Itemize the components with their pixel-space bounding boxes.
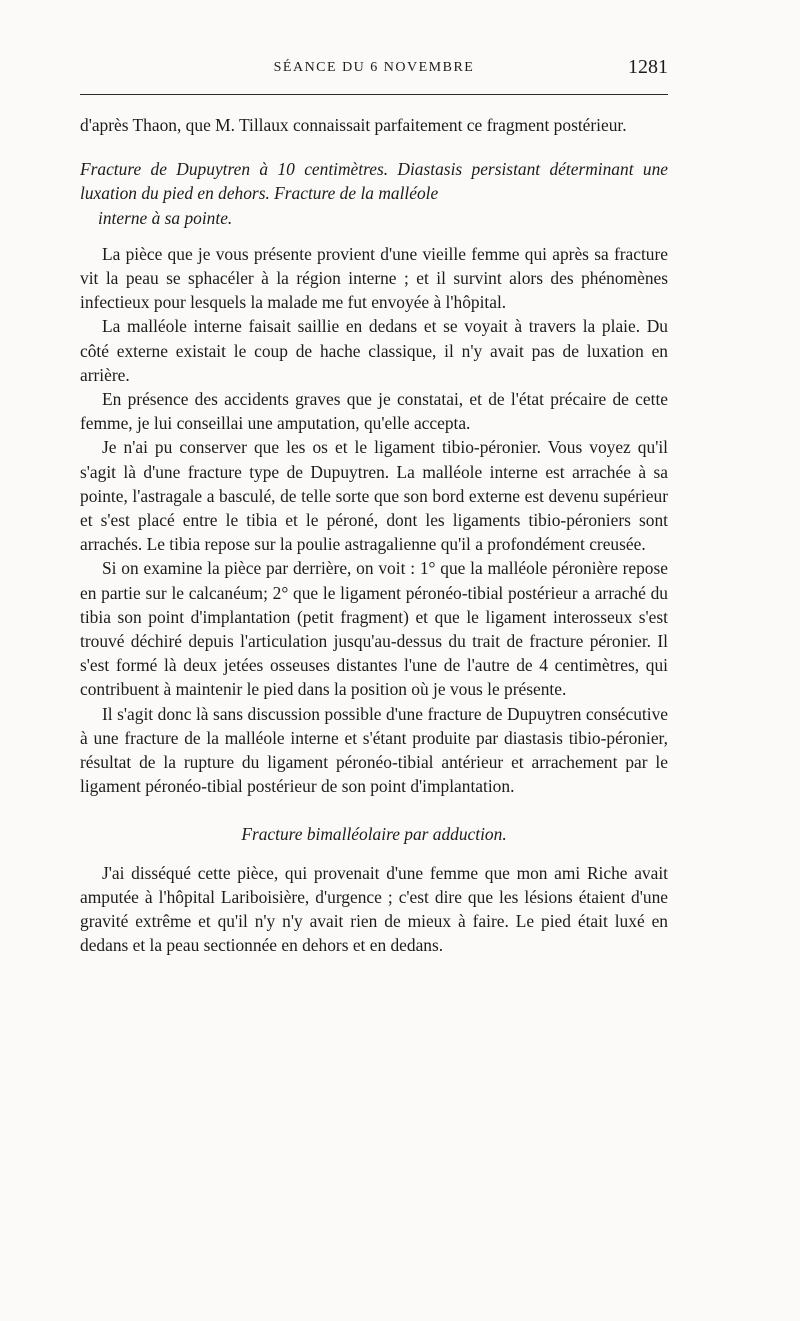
section-heading-bimalleolaire: Fracture bimalléolaire par adduction. — [241, 824, 507, 845]
section-heading-line-a: Fracture de Dupuytren à 10 centimètres. Diastasis persistant déterminant une luxation du pied en dehors. Fracture de la malléole — [80, 159, 668, 204]
paragraph: Je n'ai pu conserver que les os et le ligament tibio-péronier. Vous voyez qu'il s'agit là d'une fracture type de Dupuytren. La malléole interne est arrachée à sa pointe, l'astragale a basculé, de telle sorte que son bord externe est devenu supérieur et s'est placé entre le tibia et le péroné, dont les ligaments tibio-péroniers sont arrachés. Le tibia repose sur la poulie astragalienne qu'il a profondément creusée. — [80, 437, 668, 555]
section-heading-line-b: interne à sa pointe. — [98, 207, 233, 228]
paragraph: La pièce que je vous présente provient d'une vieille femme qui après sa fracture vit la peau se sphacéler à la région interne ; et il survint alors des phénomènes infectieux pour lesquels la malade me fut envoyée à l'hôpital. — [80, 243, 668, 313]
paragraph: Si on examine la pièce par derrière, on voit : 1° que la malléole péronière repose en partie sur le calcanéum; 2° que le ligament péronéo-tibial postérieur a arraché du tibia son point d'implantation (petit fragment) et que le ligament interosseux s'est trouvé déchiré depuis l'articulation jusqu'au-dessus du trait de fracture péronier. Il s'est formé là deux jetées osseuses distantes l'une de l'autre de 4 centimètres, qui contribuent à maintenir le pied dans la position où je vous le présente. — [80, 558, 668, 700]
section-heading-dupuytren — [80, 157, 668, 230]
running-header — [80, 52, 668, 86]
document-page — [80, 52, 668, 958]
running-title: SÉANCE DU 6 NOVEMBRE — [273, 60, 475, 75]
paragraph-continuation: d'après Thaon, que M. Tillaux connaissait parfaitement ce fragment postérieur. — [80, 115, 627, 135]
paragraph: La malléole interne faisait saillie en dedans et se voyait à travers la plaie. Du côté externe existait le coup de hache classique, il n'y avait pas de luxation en arrière. — [80, 316, 668, 385]
paragraph: J'ai disséqué cette pièce, qui provenait d'une femme que mon ami Riche avait amputée à l'hôpital Lariboisière, d'urgence ; c'est dire que les lésions étaient d'une gravité extrême et qu'il n'y n'y avait rien de mieux à faire. Le pied était luxé en dedans et la peau sectionnée en dehors et en dedans. — [80, 862, 668, 956]
page-number: 1281 — [628, 56, 668, 78]
paragraph: En présence des accidents graves que je constatai, et de l'état précaire de cette femme, je lui conseillai une amputation, qu'elle accepta. — [80, 389, 668, 434]
paragraph: Il s'agit donc là sans discussion possible d'une fracture de Dupuytren consécutive à une fracture de la malléole interne et s'étant produite par diastasis tibio-péronier, résultat de la rupture du ligament péronéo-tibial antérieur et arrachement par le ligament péronéo-tibial postérieur de son point d'implantation. — [80, 703, 668, 797]
header-rule — [80, 94, 668, 95]
